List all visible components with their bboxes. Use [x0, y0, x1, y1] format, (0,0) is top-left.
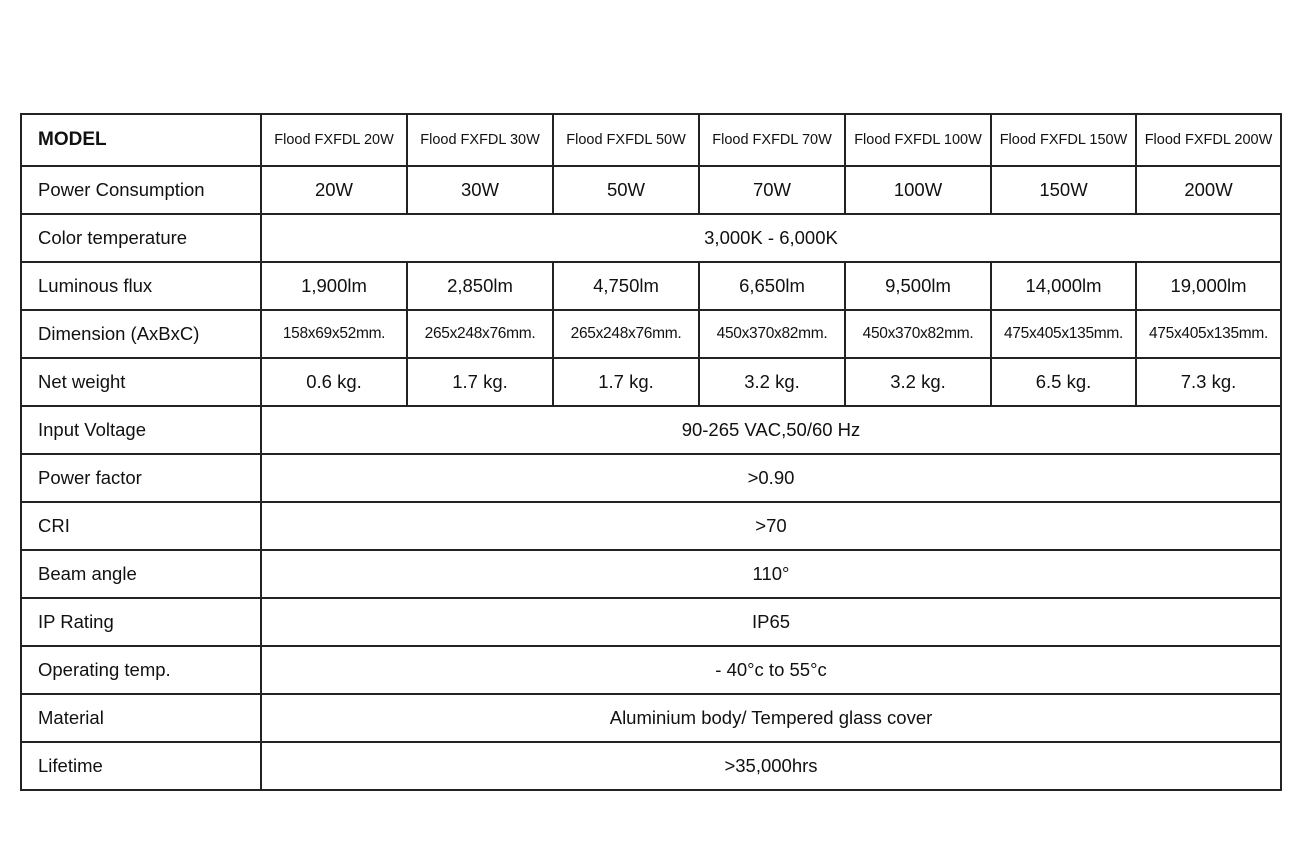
row-label: Power factor — [21, 454, 261, 502]
table-row — [21, 502, 1281, 550]
table-cell: 6.5 kg. — [991, 358, 1136, 406]
table-cell: 70W — [699, 166, 845, 214]
table-cell: 30W — [407, 166, 553, 214]
table-cell: 0.6 kg. — [261, 358, 407, 406]
table-cell: 9,500lm — [845, 262, 991, 310]
row-label: Net weight — [21, 358, 261, 406]
table-cell: 150W — [991, 166, 1136, 214]
row-label: CRI — [21, 502, 261, 550]
model-header: Flood FXFDL 30W — [407, 114, 553, 166]
table-cell-span: - 40°c to 55°c — [261, 646, 1281, 694]
spec-table — [20, 113, 1282, 791]
table-row — [21, 454, 1281, 502]
table-cell: 6,650lm — [699, 262, 845, 310]
model-header: Flood FXFDL 50W — [553, 114, 699, 166]
model-header: Flood FXFDL 150W — [991, 114, 1136, 166]
table-row — [21, 742, 1281, 790]
table-cell: 265x248x76mm. — [553, 310, 699, 358]
model-header: Flood FXFDL 100W — [845, 114, 991, 166]
spec-table-body — [21, 114, 1281, 790]
table-cell: 2,850lm — [407, 262, 553, 310]
row-label: Power Consumption — [21, 166, 261, 214]
table-cell: 3.2 kg. — [845, 358, 991, 406]
table-cell: 4,750lm — [553, 262, 699, 310]
row-label: Operating temp. — [21, 646, 261, 694]
table-cell: 100W — [845, 166, 991, 214]
table-cell: 475x405x135mm. — [1136, 310, 1281, 358]
row-label: Input Voltage — [21, 406, 261, 454]
header-label: MODEL — [21, 114, 261, 166]
table-cell-span: IP65 — [261, 598, 1281, 646]
row-label: Dimension (AxBxC) — [21, 310, 261, 358]
table-cell: 3.2 kg. — [699, 358, 845, 406]
row-label: Color temperature — [21, 214, 261, 262]
table-cell: 1.7 kg. — [553, 358, 699, 406]
table-row — [21, 598, 1281, 646]
table-row — [21, 262, 1281, 310]
table-row — [21, 166, 1281, 214]
table-cell: 158x69x52mm. — [261, 310, 407, 358]
table-cell: 1.7 kg. — [407, 358, 553, 406]
model-header: Flood FXFDL 20W — [261, 114, 407, 166]
table-cell: 450x370x82mm. — [699, 310, 845, 358]
row-label: Beam angle — [21, 550, 261, 598]
table-cell: 475x405x135mm. — [991, 310, 1136, 358]
table-cell: 7.3 kg. — [1136, 358, 1281, 406]
model-header: Flood FXFDL 200W — [1136, 114, 1281, 166]
table-header-row — [21, 114, 1281, 166]
table-cell: 200W — [1136, 166, 1281, 214]
table-cell: 19,000lm — [1136, 262, 1281, 310]
table-cell-span: 3,000K - 6,000K — [261, 214, 1281, 262]
row-label: IP Rating — [21, 598, 261, 646]
table-cell: 20W — [261, 166, 407, 214]
table-row — [21, 646, 1281, 694]
table-row — [21, 310, 1281, 358]
table-cell-span: 110° — [261, 550, 1281, 598]
table-row — [21, 406, 1281, 454]
table-cell: 14,000lm — [991, 262, 1136, 310]
table-cell: 1,900lm — [261, 262, 407, 310]
row-label: Material — [21, 694, 261, 742]
table-cell: 50W — [553, 166, 699, 214]
table-cell: 450x370x82mm. — [845, 310, 991, 358]
model-header: Flood FXFDL 70W — [699, 114, 845, 166]
table-cell-span: 90-265 VAC,50/60 Hz — [261, 406, 1281, 454]
row-label: Lifetime — [21, 742, 261, 790]
table-cell-span: >35,000hrs — [261, 742, 1281, 790]
table-cell: 265x248x76mm. — [407, 310, 553, 358]
row-label: Luminous flux — [21, 262, 261, 310]
table-row — [21, 358, 1281, 406]
table-row — [21, 550, 1281, 598]
table-row — [21, 214, 1281, 262]
table-cell-span: >70 — [261, 502, 1281, 550]
table-cell-span: Aluminium body/ Tempered glass cover — [261, 694, 1281, 742]
table-cell-span: >0.90 — [261, 454, 1281, 502]
table-row — [21, 694, 1281, 742]
